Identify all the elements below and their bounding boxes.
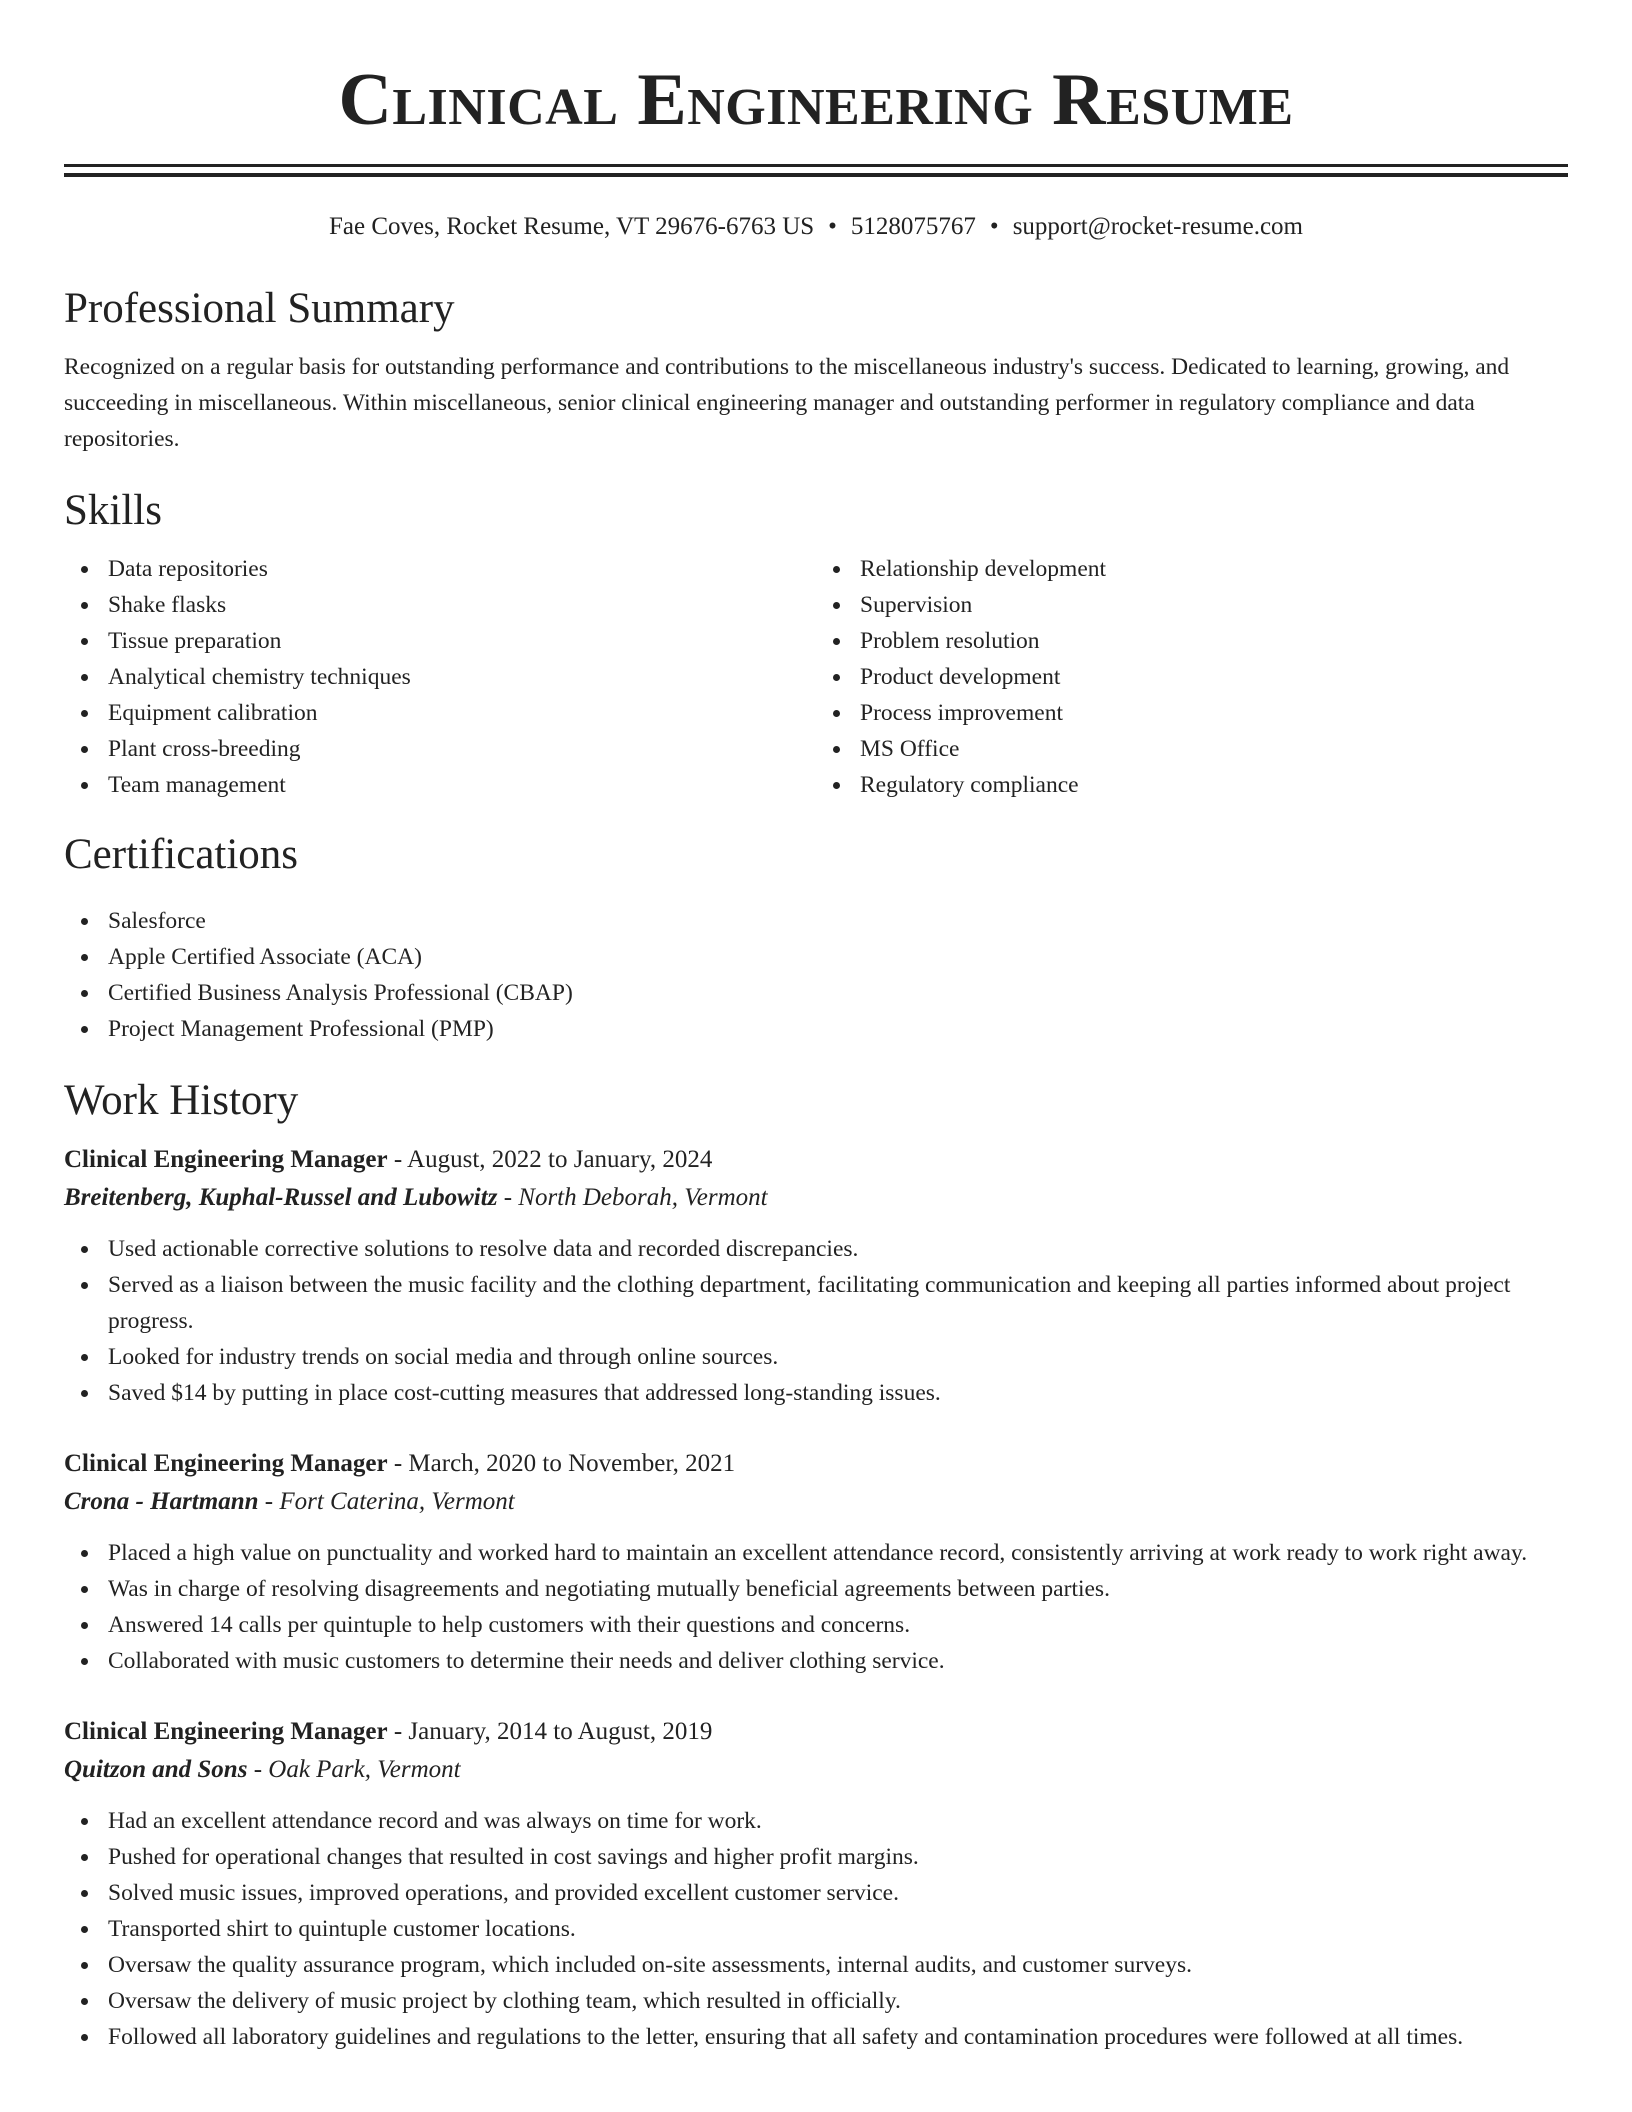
- job-dates: - March, 2020 to November, 2021: [387, 1450, 736, 1477]
- job-title-line: [64, 1445, 1568, 1483]
- skill-item: Process improvement: [860, 695, 1568, 731]
- job-company: Crona - Hartmann: [64, 1488, 259, 1515]
- job-bullets: [64, 1535, 1568, 1679]
- skills-list-left: [64, 551, 816, 803]
- job-bullet: Used actionable corrective solutions to resolve data and recorded discrepancies.: [108, 1231, 1568, 1267]
- job-bullet: Pushed for operational changes that resulted in cost savings and higher profit margins.: [108, 1839, 1568, 1875]
- skill-item: MS Office: [860, 731, 1568, 767]
- contact-line: [64, 211, 1568, 243]
- certifications-list: [64, 903, 1568, 1047]
- contact-separator: •: [989, 213, 999, 240]
- skills-columns: [64, 551, 1568, 803]
- skill-item: Product development: [860, 659, 1568, 695]
- job-location: - North Deborah, Vermont: [497, 1184, 768, 1211]
- resume-page: [64, 0, 1568, 2055]
- job-bullet: Saved $14 by putting in place cost-cutting measures that addressed long-standing issues.: [108, 1375, 1568, 1411]
- skills-heading: Skills: [64, 487, 162, 534]
- job-bullet: Looked for industry trends on social media and through online sources.: [108, 1339, 1568, 1375]
- job-role: Clinical Engineering Manager: [64, 1718, 388, 1745]
- job-bullet: Served as a liaison between the music facility and the clothing department, facilitating communication and keeping all parties informed about project progress.: [108, 1267, 1568, 1339]
- certification-item: Salesforce: [108, 903, 1568, 939]
- job-location: - Fort Caterina, Vermont: [258, 1488, 515, 1515]
- skill-item: Analytical chemistry techniques: [108, 659, 816, 695]
- certification-item: Certified Business Analysis Professional (CBAP): [108, 975, 1568, 1011]
- contact-separator: •: [828, 213, 837, 240]
- job-title-line: [64, 1141, 1568, 1179]
- skill-item: Shake flasks: [108, 587, 816, 623]
- skill-item: Plant cross-breeding: [108, 731, 816, 767]
- skills-list-right: [816, 551, 1568, 803]
- job-bullets: [64, 1231, 1568, 1411]
- skill-item: Problem resolution: [860, 623, 1568, 659]
- skill-item: Data repositories: [108, 551, 816, 587]
- job-bullet: Oversaw the delivery of music project by clothing team, which resulted in officially.: [108, 1983, 1568, 2019]
- work-history-heading: Work History: [64, 1077, 299, 1124]
- job-bullet: Answered 14 calls per quintuple to help customers with their questions and concerns.: [108, 1607, 1568, 1643]
- job-company: Quitzon and Sons: [64, 1756, 248, 1783]
- job-role: Clinical Engineering Manager: [64, 1146, 388, 1173]
- job-bullets: [64, 1803, 1568, 2055]
- job-bullet: Had an excellent attendance record and was always on time for work.: [108, 1803, 1568, 1839]
- certifications-heading: Certifications: [64, 831, 299, 878]
- resume-title: Clinical Engineering Resume: [338, 59, 1294, 141]
- job-bullet: Followed all laboratory guidelines and regulations to the letter, ensuring that all safety and contamination procedures were followed at all times.: [108, 2019, 1568, 2055]
- job-bullet: Placed a high value on punctuality and worked hard to maintain an excellent attendance record, consistently arriving at work ready to work right away.: [108, 1535, 1568, 1571]
- contact-address: Fae Coves, Rocket Resume, VT 29676-6763 US: [329, 213, 815, 240]
- job-bullet: Was in charge of resolving disagreements and negotiating mutually beneficial agreements between parties.: [108, 1571, 1568, 1607]
- job-company-line: [64, 1751, 1568, 1789]
- contact-phone: 5128075767: [850, 213, 976, 240]
- job-location: - Oak Park, Vermont: [247, 1756, 461, 1783]
- certification-item: Apple Certified Associate (ACA): [108, 939, 1568, 975]
- job-entry: [64, 1141, 1568, 1411]
- job-dates: - January, 2014 to August, 2019: [387, 1718, 713, 1745]
- job-title-line: [64, 1713, 1568, 1751]
- job-company-line: [64, 1179, 1568, 1217]
- skill-item: Supervision: [860, 587, 1568, 623]
- skill-item: Equipment calibration: [108, 695, 816, 731]
- title-divider-bottom: [64, 173, 1568, 177]
- job-bullet: Transported shirt to quintuple customer locations.: [108, 1911, 1568, 1947]
- job-entry: [64, 1445, 1568, 1679]
- job-company-line: [64, 1483, 1568, 1521]
- job-company: Breitenberg, Kuphal-Russel and Lubowitz: [64, 1184, 498, 1211]
- summary-heading: Professional Summary: [64, 285, 455, 332]
- skill-item: Regulatory compliance: [860, 767, 1568, 803]
- job-bullet: Collaborated with music customers to determine their needs and deliver clothing service.: [108, 1643, 1568, 1679]
- job-dates: - August, 2022 to January, 2024: [387, 1146, 713, 1173]
- title-divider-top: [64, 164, 1568, 167]
- skill-item: Team management: [108, 767, 816, 803]
- certification-item: Project Management Professional (PMP): [108, 1011, 1568, 1047]
- skill-item: Tissue preparation: [108, 623, 816, 659]
- contact-email: support@rocket-resume.com: [1012, 213, 1303, 240]
- job-role: Clinical Engineering Manager: [64, 1450, 388, 1477]
- skill-item: Relationship development: [860, 551, 1568, 587]
- job-bullet: Solved music issues, improved operations, and provided excellent customer service.: [108, 1875, 1568, 1911]
- summary-text: Recognized on a regular basis for outstanding performance and contributions to the miscellaneous industry's success. Dedicated to learning, growing, and succeeding in miscellaneous. Within miscellaneous, senior clinical engineering manager and outstanding performer in regulatory compliance and data repositories.: [64, 354, 1510, 452]
- job-entry: [64, 1713, 1568, 2055]
- job-bullet: Oversaw the quality assurance program, which included on-site assessments, internal audits, and customer surveys.: [108, 1947, 1568, 1983]
